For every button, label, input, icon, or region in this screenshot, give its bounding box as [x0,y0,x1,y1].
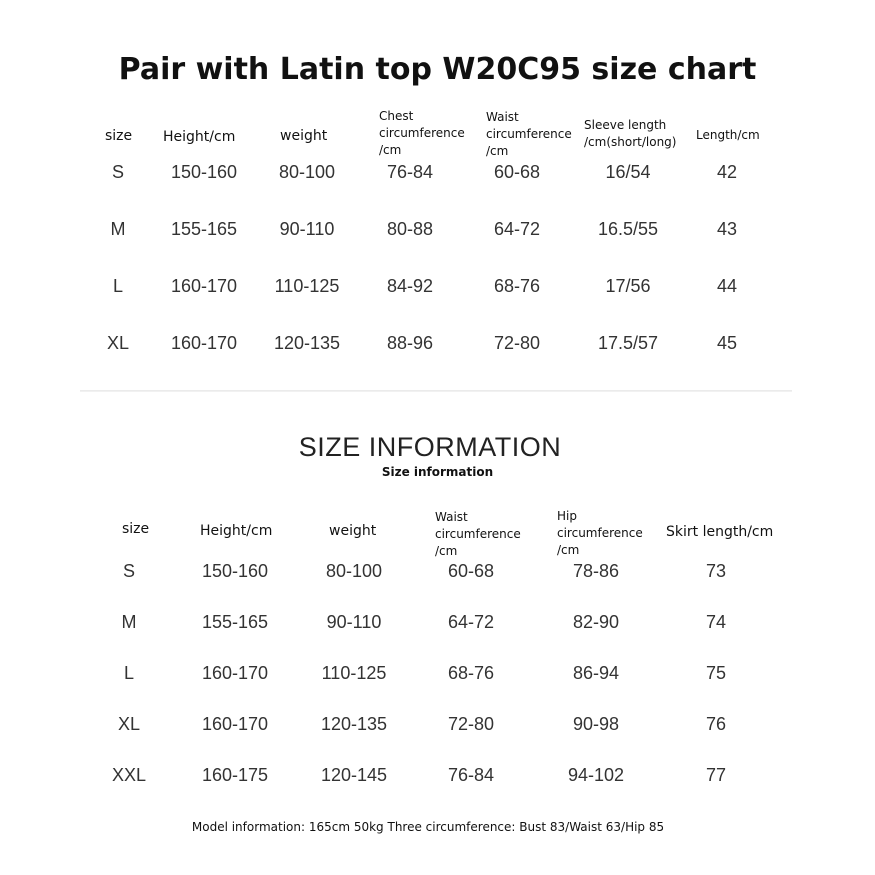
top-cell-length: 43 [716,219,738,239]
bottom-cell-size: M [121,612,137,632]
bottom-cell-weight: 90-110 [326,612,382,632]
bottom-cell-skirt: 75 [705,663,727,683]
bottom-cell-height: 160-175 [201,765,269,785]
bottom-cell-size: L [123,663,135,683]
top-cell-chest: 84-92 [386,276,434,296]
bottom-cell-weight: 80-100 [325,561,383,581]
top-cell-sleeve: 17.5/57 [597,333,659,353]
bottom-cell-skirt: 76 [705,714,727,734]
top-cell-size: S [111,162,125,182]
top-cell-weight: 110-125 [274,276,340,296]
top-cell-height: 155-165 [170,219,238,239]
bottom-cell-skirt: 74 [705,612,727,632]
bottom-cell-waist: 64-72 [447,612,495,632]
bottom-cell-hip: 82-90 [572,612,620,632]
bottom-cell-waist: 60-68 [447,561,495,581]
top-cell-weight: 90-110 [279,219,335,239]
top-header-chest: Chest circumference /cm [379,109,465,157]
bottom-cell-weight: 120-145 [320,765,388,785]
bottom-cell-waist: 76-84 [447,765,495,785]
top-cell-waist: 64-72 [493,219,541,239]
bottom-header-size: size [122,521,150,537]
bottom-cell-hip: 86-94 [572,663,620,683]
top-cell-height: 160-170 [170,333,238,353]
top-cell-height: 160-170 [170,276,238,296]
top-cell-sleeve: 16/54 [605,162,651,182]
top-cell-size: M [110,219,126,239]
bottom-cell-weight: 120-135 [320,714,388,734]
bottom-cell-waist: 68-76 [447,663,495,683]
top-cell-waist: 60-68 [493,162,541,182]
top-cell-waist: 72-80 [493,333,541,353]
bottom-cell-size: XL [117,714,141,734]
bottom-cell-hip: 78-86 [572,561,620,581]
top-cell-sleeve: 16.5/55 [597,219,659,239]
bottom-cell-size: XXL [111,765,147,785]
top-header-waist: Waist circumference /cm [486,110,572,158]
bottom-cell-height: 155-165 [201,612,269,632]
bottom-header-waist: Waist circumference /cm [435,510,521,558]
bottom-header-weight: weight [329,523,377,539]
top-cell-weight: 80-100 [278,162,336,182]
bottom-cell-hip: 94-102 [567,765,625,785]
top-cell-weight: 120-135 [273,333,341,353]
bottom-chart-subtitle: Size information [381,465,494,479]
top-cell-length: 44 [716,276,738,296]
top-cell-sleeve: 17/56 [605,276,651,296]
top-cell-chest: 76-84 [386,162,434,182]
bottom-cell-height: 160-170 [201,663,269,683]
section-divider [80,390,792,392]
top-cell-length: 45 [716,333,738,353]
bottom-cell-skirt: 77 [705,765,727,785]
model-information: Model information: 165cm 50kg Three circumference: Bust 83/Waist 63/Hip 85 [191,820,665,834]
top-cell-size: L [112,276,124,296]
top-header-height: Height/cm [163,129,236,145]
bottom-cell-skirt: 73 [705,561,727,581]
bottom-cell-hip: 90-98 [572,714,620,734]
bottom-header-height: Height/cm [200,523,273,539]
top-cell-height: 150-160 [170,162,238,182]
top-header-sleeve: Sleeve length /cm(short/long) [584,118,677,149]
bottom-header-skirt: Skirt length/cm [666,524,774,540]
top-cell-size: XL [106,333,130,353]
bottom-cell-height: 150-160 [201,561,269,581]
top-chart-title: Pair with Latin top W20C95 size chart [118,52,757,87]
bottom-chart-title: SIZE INFORMATION [298,432,562,462]
top-header-length: Length/cm [696,128,760,142]
bottom-header-hip: Hip circumference /cm [557,509,643,557]
top-header-size: size [105,128,133,144]
bottom-cell-weight: 110-125 [321,663,387,683]
bottom-cell-height: 160-170 [201,714,269,734]
bottom-cell-size: S [122,561,136,581]
top-cell-length: 42 [716,162,738,182]
bottom-cell-waist: 72-80 [447,714,495,734]
top-cell-chest: 80-88 [386,219,434,239]
top-cell-chest: 88-96 [386,333,434,353]
top-cell-waist: 68-76 [493,276,541,296]
top-header-weight: weight [280,128,328,144]
